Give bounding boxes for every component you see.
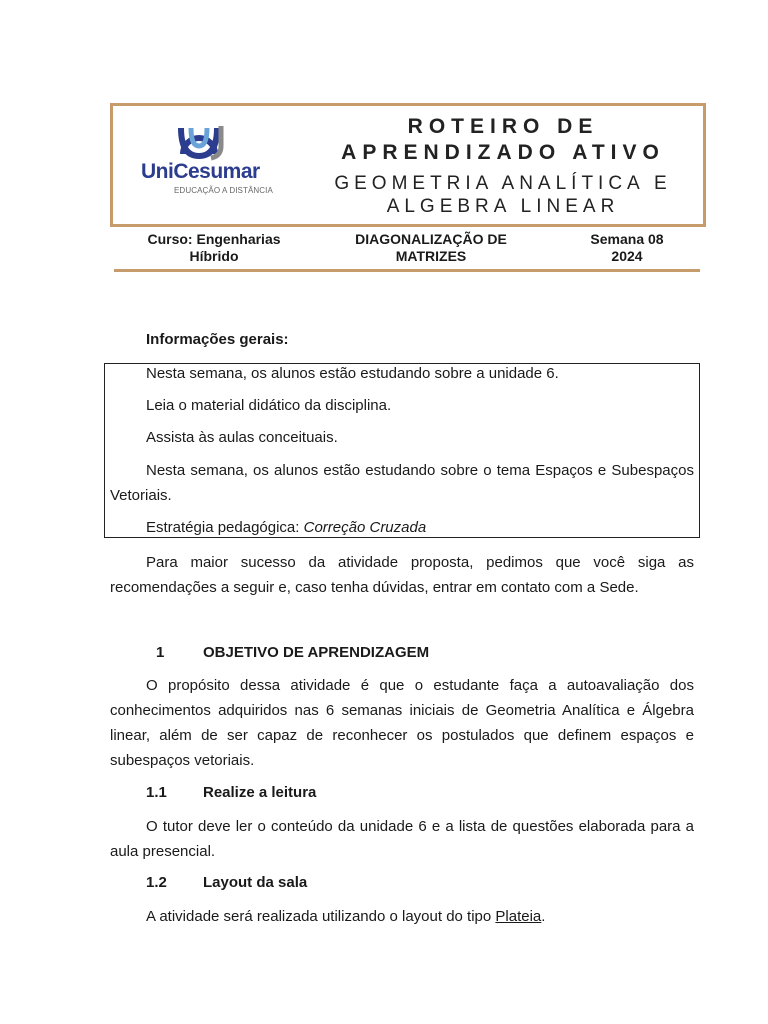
general-info-item: Nesta semana, os alunos estão estudando sobre o tema Espaços e Subespaços Vetoriais. [110,462,694,504]
plateia-link[interactable]: Plateia [495,908,542,925]
title-line-1: ROTEIRO DE [407,115,599,138]
subject-line-1: GEOMETRIA ANALÍTICA E [334,173,672,194]
header-divider [114,269,700,272]
general-info-item: Leia o material didático da disciplina. [146,397,392,414]
general-info-item: Assista às aulas conceituais. [146,429,338,446]
subject-line-2: ALGEBRA LINEAR [386,196,620,217]
week-info: Semana 08 2024 [590,231,664,264]
course-info: Curso: Engenharias Híbrido [147,231,281,264]
general-info-box [104,363,700,538]
section-1-1-text: O tutor deve ler o conteúdo da unidade 6 e a lista de questões elaborada para a aula presencial. [110,818,694,860]
logo-wordmark: UniCesumar [141,160,260,183]
document-title [323,114,683,166]
section-1-text: O propósito dessa atividade é que o estudante faça a autoavaliação dos conhecimentos adquiridos nas 6 semanas iniciais de Geometria Analítica e Álgebra linear, além de ser capaz de reconhecer os postulados que definem espaços e subespaços vetoriais. [110,677,694,769]
intro-paragraph: Para maior sucesso da atividade proposta, pedimos que você siga as recomendações a seguir e, caso tenha dúvidas, entrar em contato com a Sede. [110,554,694,596]
subject-title [313,172,693,218]
course-info-row [114,231,698,267]
section-1-2-text: A atividade será realizada utilizando o layout do tipo Plateia. [146,908,546,925]
title-line-2: APRENDIZADO ATIVO [341,141,665,164]
topic-info: DIAGONALIZAÇÃO DE MATRIZES [355,231,507,264]
logo-emblem-icon [177,122,235,162]
logo-tagline: EDUCAÇÃO A DISTÂNCIA [174,186,273,195]
general-info-item: Nesta semana, os alunos estão estudando sobre a unidade 6. [146,365,559,382]
unicesumar-logo [141,122,291,202]
header-box [110,103,706,227]
strategy-value: Correção Cruzada [303,519,427,536]
general-info-heading: Informações gerais: [146,331,289,348]
strategy-line: Estratégia pedagógica: Correção Cruzada [146,519,427,536]
